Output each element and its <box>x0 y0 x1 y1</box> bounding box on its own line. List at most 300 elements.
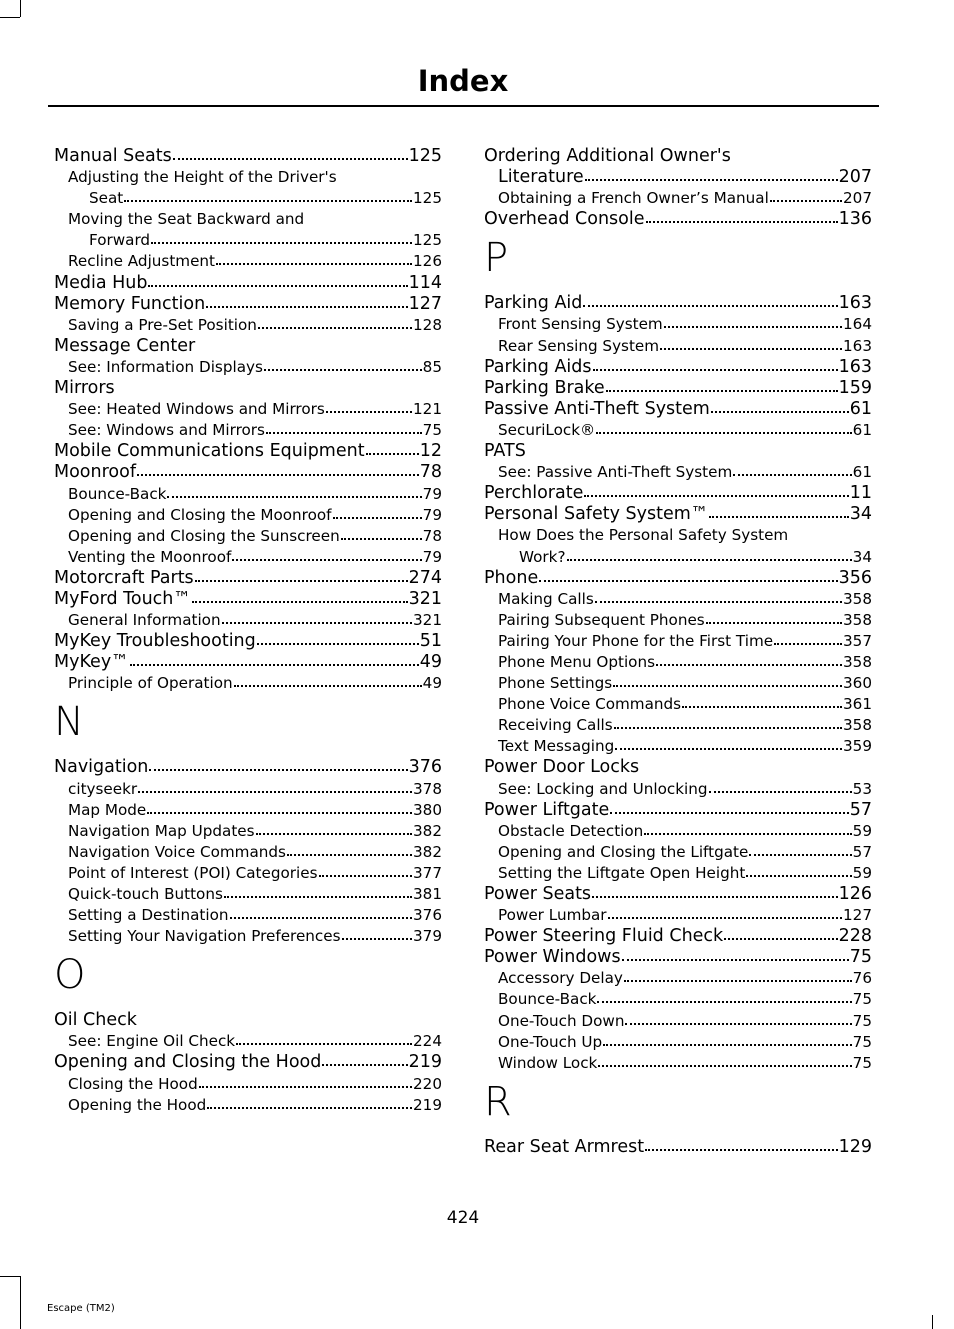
entry-text: Navigation <box>54 757 149 778</box>
page-reference: 159 <box>838 377 872 398</box>
page-reference: 219 <box>413 1095 442 1114</box>
page-reference: 61 <box>849 398 872 419</box>
dot-leader <box>746 875 851 877</box>
entry-text: Bounce-Back <box>68 484 167 503</box>
entry-text: Closing the Hood <box>68 1074 198 1093</box>
dot-leader <box>287 854 412 856</box>
index-subentry <box>484 188 872 209</box>
page-reference: 129 <box>838 1136 872 1157</box>
index-heading <box>484 441 872 462</box>
page-reference: 376 <box>408 757 442 778</box>
index-subentry <box>54 484 442 505</box>
dot-leader <box>236 1043 412 1045</box>
dot-leader <box>610 812 848 814</box>
dot-leader <box>206 306 407 308</box>
entry-text: Opening and Closing the Hood <box>54 1052 322 1073</box>
index-subentry <box>484 779 872 800</box>
page-reference: 49 <box>419 652 442 673</box>
index-entry <box>484 568 872 589</box>
page-reference: 59 <box>852 821 872 840</box>
entry-text: Overhead Console <box>484 209 645 230</box>
page-reference: 79 <box>422 505 442 524</box>
entry-text: See: Windows and Mirrors <box>68 421 265 440</box>
index-entry <box>484 357 872 378</box>
page-reference: 382 <box>413 842 442 861</box>
page-reference: 75 <box>852 1053 872 1072</box>
index-section-letter: N <box>54 699 84 746</box>
entry-text: Work? <box>519 547 566 566</box>
page-reference: 75 <box>849 947 872 968</box>
entry-text: Navigation Map Updates <box>68 821 255 840</box>
dot-leader <box>539 580 837 582</box>
index-subentry-continued <box>54 188 442 209</box>
index-subentry <box>54 673 442 694</box>
index-subentry <box>484 715 872 736</box>
index-section-letter: O <box>54 952 86 999</box>
index-entry <box>484 378 872 399</box>
index-subentry <box>54 167 442 188</box>
index-subentry <box>484 336 872 357</box>
dot-leader <box>195 580 408 582</box>
page-reference: 125 <box>413 231 442 250</box>
page-reference: 49 <box>422 674 442 693</box>
index-subentry <box>54 821 442 842</box>
entry-text: Phone Menu Options <box>498 652 655 671</box>
page-reference: 207 <box>843 189 872 208</box>
entry-text: Phone <box>484 567 539 588</box>
page-reference: 224 <box>413 1032 442 1051</box>
entry-text: Power Liftgate <box>484 799 610 820</box>
dot-leader <box>256 833 412 835</box>
entry-text: Seat <box>89 189 124 208</box>
index-subentry <box>484 863 872 884</box>
dot-leader <box>645 1149 837 1151</box>
entry-text: Media Hub <box>54 272 148 293</box>
index-subentry <box>54 610 442 631</box>
entry-text: MyKey Troubleshooting <box>54 631 256 652</box>
page-reference: 379 <box>413 927 442 946</box>
dot-leader <box>597 1001 851 1003</box>
index-subentry <box>484 631 872 652</box>
entry-text: Recline Adjustment <box>68 252 215 271</box>
index-entry <box>484 800 872 821</box>
dot-leader <box>660 348 842 350</box>
page-reference: 127 <box>843 906 872 925</box>
dot-leader <box>216 263 412 265</box>
dot-leader <box>192 601 408 603</box>
index-subentry <box>54 779 442 800</box>
entry-text: Opening and Closing the Liftgate <box>498 842 749 861</box>
page-reference: 85 <box>422 357 442 376</box>
index-subentry <box>54 547 442 568</box>
dot-leader <box>615 748 842 750</box>
dot-leader <box>124 200 412 202</box>
page-reference: 59 <box>852 863 872 882</box>
page-reference: 207 <box>838 167 872 188</box>
page-reference: 114 <box>408 272 442 293</box>
entry-text: Front Sensing System <box>498 315 663 334</box>
index-section-letter: R <box>484 1078 512 1125</box>
page-reference: 76 <box>852 969 872 988</box>
entry-text: Opening and Closing the Moonroof <box>68 505 332 524</box>
index-subentry <box>54 251 442 272</box>
page-reference: 274 <box>408 567 442 588</box>
page-reference: 75 <box>852 1032 872 1051</box>
page-reference: 321 <box>408 588 442 609</box>
index-subentry-text: Adjusting the Height of the Driver's <box>68 168 337 187</box>
dot-leader <box>622 959 849 961</box>
index-subentry <box>484 652 872 673</box>
dot-leader <box>595 601 842 603</box>
index-subentry <box>484 525 872 546</box>
dot-leader <box>173 158 408 160</box>
dot-leader <box>625 1023 851 1025</box>
page-reference: 79 <box>422 547 442 566</box>
entry-text: Quick-touch Buttons <box>68 885 223 903</box>
index-subentry <box>54 1031 442 1052</box>
dot-leader <box>592 896 838 898</box>
page-reference: 11 <box>849 483 872 504</box>
index-heading-text: Oil Check <box>54 1010 137 1031</box>
entry-text: Receiving Calls <box>498 716 613 735</box>
dot-leader <box>366 453 419 455</box>
entry-text: SecuriLock® <box>498 420 596 439</box>
dot-leader <box>585 179 838 181</box>
page-reference: 128 <box>413 315 442 334</box>
index-entry <box>54 273 442 294</box>
page-reference: 358 <box>843 652 872 671</box>
dot-leader <box>770 200 842 202</box>
page-reference: 321 <box>413 611 442 630</box>
index-heading <box>484 146 872 167</box>
entry-text: Setting a Destination <box>68 906 229 925</box>
index-subentry <box>54 505 442 526</box>
index-entry <box>54 757 442 778</box>
page-reference: 380 <box>413 800 442 819</box>
page-reference: 125 <box>408 146 442 166</box>
index-entry <box>484 884 872 905</box>
entry-text: Moonroof <box>54 462 136 483</box>
dot-leader <box>614 727 842 729</box>
index-entry <box>484 293 872 314</box>
index-heading-text: Ordering Additional Owner's <box>484 146 731 166</box>
dot-leader <box>682 706 842 708</box>
page-reference: 61 <box>852 420 872 439</box>
dot-leader <box>224 896 412 898</box>
page-reference: 121 <box>413 400 442 419</box>
index-subentry <box>484 1011 872 1032</box>
index-subentry <box>484 1053 872 1074</box>
dot-leader <box>232 559 421 561</box>
dot-leader <box>709 791 852 793</box>
dot-leader <box>608 917 842 919</box>
index-entry <box>54 568 442 589</box>
index-subentry <box>54 1095 442 1116</box>
crop-mark-top-left-h <box>0 17 20 18</box>
entry-text: Accessory Delay <box>498 969 623 988</box>
page-reference: 126 <box>838 884 872 904</box>
crop-mark-bottom-left-v <box>20 1276 21 1329</box>
index-subentry <box>54 884 442 905</box>
entry-text: Phone Settings <box>498 674 613 693</box>
entry-text: Power Seats <box>484 884 592 904</box>
dot-leader <box>319 875 413 877</box>
entry-text: Obtaining a French Owner’s Manual <box>498 189 769 208</box>
index-entry-continued <box>484 167 872 188</box>
page-reference: 163 <box>838 356 872 377</box>
page-reference: 127 <box>408 293 442 314</box>
entry-text: See: Passive Anti-Theft System <box>498 463 733 482</box>
entry-text: Passive Anti-Theft System <box>484 398 710 419</box>
index-subentry <box>54 357 442 378</box>
crop-mark-bottom-left-h <box>0 1276 20 1277</box>
index-subentry <box>484 736 872 757</box>
dot-leader <box>151 242 412 244</box>
entry-text: Manual Seats <box>54 146 172 166</box>
entry-text: Saving a Pre-Set Position <box>68 315 257 334</box>
page-reference: 378 <box>413 779 442 798</box>
dot-leader <box>749 854 851 856</box>
dot-leader <box>593 369 838 371</box>
index-subentry-text: How Does the Personal Safety System <box>498 526 789 545</box>
entry-text: See: Heated Windows and Mirrors <box>68 400 325 419</box>
index-subentry <box>54 1074 442 1095</box>
dot-leader <box>258 327 412 329</box>
entry-text: Parking Aids <box>484 356 592 377</box>
entry-text: Pairing Subsequent Phones <box>498 610 705 629</box>
dot-leader <box>257 643 419 645</box>
dot-leader <box>341 538 422 540</box>
dot-leader <box>567 559 852 561</box>
entry-text: MyFord Touch™ <box>54 588 191 609</box>
dot-leader <box>584 495 848 497</box>
page-reference: 356 <box>838 567 872 588</box>
index-subentry <box>484 1032 872 1053</box>
dot-leader <box>234 685 422 687</box>
dot-leader <box>664 326 842 328</box>
dot-leader <box>230 917 413 919</box>
page-reference: 53 <box>852 779 872 798</box>
index-entry <box>54 462 442 483</box>
page-reference: 125 <box>413 189 442 208</box>
entry-text: Parking Brake <box>484 377 605 398</box>
dot-leader <box>147 812 412 814</box>
entry-text: Text Messaging <box>498 737 615 756</box>
dot-leader <box>646 221 838 223</box>
page-reference: 220 <box>413 1074 442 1093</box>
index-subentry-text: Moving the Seat Backward and <box>68 210 305 229</box>
entry-text: Bounce-Back <box>498 990 597 1009</box>
entry-text: Pairing Your Phone for the First Time <box>498 631 774 650</box>
page-number: 424 <box>446 1208 480 1228</box>
entry-text: Making Calls <box>498 589 594 608</box>
dot-leader <box>167 496 421 498</box>
index-subentry <box>54 526 442 547</box>
entry-text: Motorcraft Parts <box>54 567 194 588</box>
entry-text: Power Windows <box>484 947 621 968</box>
dot-leader <box>266 432 422 434</box>
dot-leader <box>709 516 848 518</box>
page-reference: 136 <box>838 209 872 230</box>
index-subentry <box>54 926 442 947</box>
page-title: Index <box>417 64 509 98</box>
index-heading <box>484 757 872 778</box>
index-subentry <box>54 842 442 863</box>
entry-text: MyKey™ <box>54 652 129 673</box>
page-reference: 357 <box>843 631 872 650</box>
index-section-letter: P <box>484 235 509 282</box>
index-entry <box>54 441 442 462</box>
page-reference: 57 <box>849 799 872 820</box>
entry-text: One-Touch Down <box>498 1011 625 1030</box>
page-reference: 382 <box>413 821 442 840</box>
dot-leader <box>199 1086 412 1088</box>
dot-leader <box>207 1107 412 1109</box>
index-entry <box>484 399 872 420</box>
index-entry <box>54 652 442 673</box>
index-entry <box>484 1137 872 1158</box>
dot-leader <box>342 938 412 940</box>
page-reference: 381 <box>413 885 442 903</box>
entry-text: Opening and Closing the Sunscreen <box>68 526 340 545</box>
index-heading-text: Mirrors <box>54 378 115 399</box>
entry-text: Point of Interest (POI) Categories <box>68 863 318 882</box>
index-subentry <box>54 800 442 821</box>
page-reference: 57 <box>852 842 872 861</box>
entry-text: Map Mode <box>68 800 147 819</box>
entry-text: Rear Seat Armrest <box>484 1136 645 1157</box>
page-reference: 361 <box>843 695 872 714</box>
page-reference: 126 <box>413 252 442 271</box>
page-reference: 164 <box>843 315 872 334</box>
dot-leader <box>222 622 412 624</box>
index-column-right <box>484 146 872 1158</box>
title-rule <box>48 105 879 107</box>
index-subentry <box>484 905 872 926</box>
index-heading <box>54 1010 442 1031</box>
entry-text: Principle of Operation <box>68 674 233 693</box>
index-subentry <box>484 842 872 863</box>
dot-leader <box>606 390 838 392</box>
dot-leader <box>733 474 851 476</box>
page-reference: 78 <box>419 462 442 483</box>
dot-leader <box>326 411 412 413</box>
page-reference: 75 <box>852 990 872 1009</box>
index-subentry <box>484 420 872 441</box>
page-reference: 51 <box>419 631 442 652</box>
index-entry <box>484 926 872 947</box>
index-entry <box>484 483 872 504</box>
entry-text: General Information <box>68 611 221 630</box>
dot-leader <box>596 432 851 434</box>
entry-text: Perchlorate <box>484 483 584 504</box>
index-entry <box>54 146 442 167</box>
entry-text: Obstacle Detection <box>498 821 644 840</box>
index-subentry <box>484 968 872 989</box>
index-subentry <box>54 399 442 420</box>
index-subentry-continued <box>484 547 872 568</box>
page-reference: 79 <box>422 484 442 503</box>
entry-text: Personal Safety System™ <box>484 504 709 525</box>
page-reference: 358 <box>843 589 872 608</box>
page-reference: 34 <box>852 547 872 566</box>
index-entry <box>54 631 442 652</box>
dot-leader <box>130 664 419 666</box>
entry-text: Literature <box>498 167 584 188</box>
page-reference: 12 <box>419 441 442 462</box>
dot-leader <box>644 833 851 835</box>
dot-leader <box>774 643 842 645</box>
dot-leader <box>711 411 849 413</box>
page-reference: 359 <box>843 737 872 756</box>
entry-text: See: Engine Oil Check <box>68 1032 236 1051</box>
dot-leader <box>603 1044 851 1046</box>
index-subentry <box>54 905 442 926</box>
index-subentry <box>484 673 872 694</box>
index-entry <box>54 589 442 610</box>
index-subentry <box>484 314 872 335</box>
dot-leader <box>322 1064 407 1066</box>
dot-leader <box>613 685 842 687</box>
index-heading <box>54 378 442 399</box>
dot-leader <box>583 305 837 307</box>
page-reference: 358 <box>843 610 872 629</box>
page-reference: 163 <box>843 336 872 355</box>
entry-text: See: Information Displays <box>68 357 263 376</box>
index-subentry <box>484 821 872 842</box>
page-reference: 61 <box>852 463 872 482</box>
index-subentry <box>54 315 442 336</box>
entry-text: Setting Your Navigation Preferences <box>68 927 341 946</box>
dot-leader <box>333 517 422 519</box>
page-reference: 376 <box>413 906 442 925</box>
page-reference: 163 <box>838 293 872 314</box>
entry-text: Venting the Moonroof <box>68 547 232 566</box>
entry-text: Phone Voice Commands <box>498 695 682 714</box>
index-heading-text: Message Center <box>54 335 196 356</box>
entry-text: Opening the Hood <box>68 1095 207 1114</box>
index-subentry <box>54 420 442 441</box>
index-column-left <box>54 146 442 1116</box>
page-reference: 219 <box>408 1052 442 1073</box>
entry-text: See: Locking and Unlocking <box>498 779 708 798</box>
crop-mark-top-left-v <box>20 0 21 17</box>
index-subentry-continued <box>54 230 442 251</box>
index-subentry <box>54 863 442 884</box>
dot-leader <box>264 369 422 371</box>
index-entry <box>54 294 442 315</box>
entry-text: One-Touch Up <box>498 1032 603 1051</box>
page-reference: 78 <box>422 526 442 545</box>
dot-leader <box>624 980 852 982</box>
index-subentry <box>484 610 872 631</box>
dot-leader <box>137 474 419 476</box>
page-reference: 358 <box>843 716 872 735</box>
dot-leader <box>138 791 412 793</box>
entry-text: Setting the Liftgate Open Height <box>498 863 746 882</box>
entry-text: Memory Function <box>54 293 206 314</box>
page-reference: 75 <box>422 421 442 440</box>
dot-leader <box>706 622 842 624</box>
entry-text: Rear Sensing System <box>498 336 660 355</box>
index-heading-text: PATS <box>484 441 526 462</box>
index-subentry <box>484 589 872 610</box>
index-subentry <box>484 462 872 483</box>
index-subentry <box>484 989 872 1010</box>
entry-text: Navigation Voice Commands <box>68 842 286 861</box>
index-entry <box>54 1052 442 1073</box>
entry-text: Power Lumbar <box>498 906 607 925</box>
